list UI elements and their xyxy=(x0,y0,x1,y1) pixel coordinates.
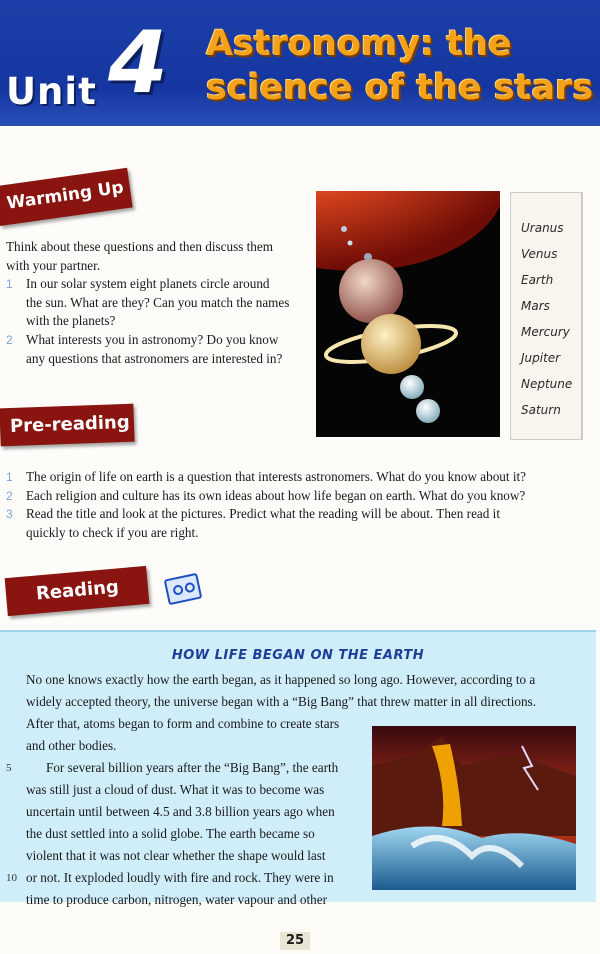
cassette-tape-icon xyxy=(164,573,203,606)
planet-name: Jupiter xyxy=(521,351,561,365)
planet-name: Mercury xyxy=(521,325,570,339)
warming-up-text xyxy=(6,238,306,368)
unit-title-line1: Astronomy: the xyxy=(206,24,512,64)
planet-names-card xyxy=(510,192,583,440)
solar-system-image xyxy=(316,191,500,437)
line-number: 10 xyxy=(6,872,17,884)
pre-reading-item-3: 3 Read the title and look at the pictures. Predict what the reading will be about. Then read it quickly to check if you are right. xyxy=(6,506,500,540)
question-2: 2 What interests you in astronomy? Do you know any questions that astronomers are interested in? xyxy=(6,331,283,366)
pre-reading-heading: Pre-reading xyxy=(0,404,135,447)
warming-up-heading: Warming Up xyxy=(0,168,133,226)
passage-line: For several billion years after the “Big Bang”, the earth xyxy=(46,760,339,775)
line-number: 5 xyxy=(6,762,12,774)
passage-line: violent that it was not clear whether the shape would last xyxy=(26,848,326,863)
passage-line: was still just a cloud of dust. What it was to become was xyxy=(26,782,325,797)
unit-title-line2: science of the stars xyxy=(206,68,594,108)
unit-label: Unit xyxy=(6,70,97,113)
intro-line: with your partner. xyxy=(6,257,101,273)
page-number: 25 xyxy=(280,932,310,950)
pre-reading-item-1: 1 The origin of life on earth is a question that interests astronomers. What do you know about it? xyxy=(6,469,527,484)
passage-line: uncertain until between 4.5 and 3.8 billion years ago when xyxy=(26,804,335,819)
planet-name: Earth xyxy=(521,273,554,287)
volcano-image xyxy=(372,726,576,890)
volcano-illustration xyxy=(372,726,576,890)
planet-name: Saturn xyxy=(521,403,561,417)
reading-heading: Reading xyxy=(5,566,150,616)
pre-reading-item-2: 2 Each religion and culture has its own ideas about how life began on earth. What do you know? xyxy=(6,487,526,503)
unit-number: 4 xyxy=(108,13,168,113)
passage-line: and other bodies. xyxy=(26,738,117,753)
question-1: 1 In our solar system eight planets circle around the sun. What are they? Can you match the names with the planets? xyxy=(6,276,290,329)
planet-name: Uranus xyxy=(521,221,564,235)
planet-name: Venus xyxy=(521,247,558,261)
intro-line: Think about these questions and then discuss them xyxy=(6,239,274,254)
reading-title: HOW LIFE BEGAN ON THE EARTH xyxy=(171,648,425,663)
planets-illustration xyxy=(316,191,500,437)
passage-line: After that, atoms began to form and combine to create stars xyxy=(26,716,340,731)
passage-line: or not. It exploded loudly with fire and rock. They were in xyxy=(26,870,334,885)
pre-reading-list xyxy=(6,468,596,542)
unit-banner xyxy=(0,0,600,126)
planet-name: Neptune xyxy=(521,377,573,391)
passage-line: the dust settled into a solid globe. The earth became so xyxy=(26,826,315,841)
planet-name: Mars xyxy=(521,299,550,313)
passage-line: widely accepted theory, the universe began with a “Big Bang” that threw matter in all directions. xyxy=(26,694,536,709)
passage-line: No one knows exactly how the earth began, as it happened so long ago. However, according to a xyxy=(26,672,536,687)
passage-line: time to produce carbon, nitrogen, water vapour and other xyxy=(26,892,328,907)
